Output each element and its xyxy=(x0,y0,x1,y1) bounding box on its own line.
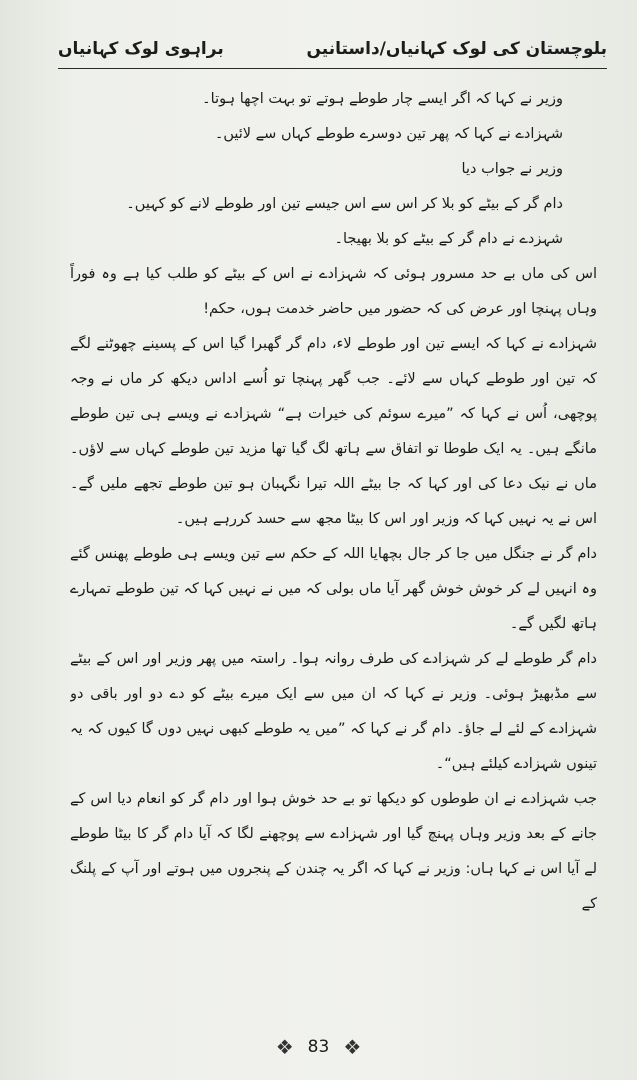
page-body xyxy=(70,82,597,962)
paragraph: وزیر نے جواب دیا xyxy=(461,161,563,177)
paragraph: دام گر کے بیٹے کو بلا کر اس سے اس جیسے تین اور طوطے لانے کو کہیں۔ xyxy=(126,196,563,212)
ornament-right-icon: ❖ xyxy=(343,1035,362,1059)
ornament-left-icon: ❖ xyxy=(275,1035,294,1059)
paragraph: شہزدے نے دام گر کے بیٹے کو بلا بھیجا۔ xyxy=(334,231,563,247)
series-title: براہوی لوک کہانیاں xyxy=(58,39,224,59)
paragraph: وزیر نے کہا کہ اگر ایسے چار طوطے ہوتے تو بہت اچھا ہوتا۔ xyxy=(202,91,563,107)
page-footer xyxy=(0,1032,637,1062)
page-number: 83 xyxy=(307,1037,330,1057)
paragraph: شہزادے نے کہا کہ پھر تین دوسرے طوطے کہاں سے لائیں۔ xyxy=(214,126,563,142)
paragraph: دام گر نے جنگل میں جا کر جال بچھایا اللہ کے حکم سے تین ویسے ہی طوطے پھنس گئے وہ انہیں لے کر خوش خوش گھر آیا ماں بولی کہ میں نے نہیں کہا کہ تین طوطے تمہارے ہاتھ لگیں گے۔ xyxy=(70,546,597,632)
running-header xyxy=(58,32,607,69)
paragraph: اس کی ماں بے حد مسرور ہوئی کہ شہزادے نے اس کے بیٹے کو طلب کیا ہے وہ فوراً وہاں پہنچا اور عرض کی کہ حضور میں حاضر خدمت ہوں، حکم! xyxy=(70,266,597,317)
paragraph: دام گر طوطے لے کر شہزادے کی طرف روانہ ہوا۔ راستہ میں پھر وزیر اور اس کے بیٹے سے مڈبھیڑ ہوئی۔ وزیر نے کہا کہ ان میں سے ایک میرے بیٹے کو دے دو اور باقی دو شہزادے کے لئے لے جاؤ۔ دام گر نے کہا کہ ”میں یہ طوطے کبھی نہیں دوں گا کیوں کہ یہ تینوں شہزادے کیلئے ہیں“۔ xyxy=(70,651,597,772)
paragraph: جب شہزادے نے ان طوطوں کو دیکھا تو بے حد خوش ہوا اور دام گر کو انعام دیا اس کے جانے کے بعد وزیر وہاں پہنچ گیا اور شہزادے سے پوچھنے لگا کہ آیا دام گر کا بیٹا طوطے لے آیا اس نے کہا ہاں: وزیر نے کہا کہ اگر یہ چندن کے پنجروں میں ہوتے اور آپ کے پلنگ کے xyxy=(70,791,597,912)
book-title: بلوچستان کی لوک کہانیاں/داستانیں xyxy=(306,39,607,59)
paragraph: شہزادے نے کہا کہ ایسے تین اور طوطے لاء، دام گر گھبرا گیا اس کے پسینے چھوٹنے لگے کہ تین اور طوطے کہاں سے لائے۔ جب گھر پہنچا تو اُسے اداس دیکھ کر ماں نے وجہ پوچھی، اُس نے کہا کہ ”میرے سوئم کی خیرات ہے“ شہزادے نے ویسے ہی تین طوطے مانگے ہیں۔ یہ ایک طوطا تو اتفاق سے ہاتھ لگ گیا تھا مزید تین طوطے کہاں سے لاؤں۔ ماں نے نیک دعا کی اور کہا کہ جا بیٹے اللہ تیرا نگہبان ہو تین طوطے تجھے ملیں گے۔ اس نے یہ نہیں کہا کہ وزیر اور اس کا بیٹا مجھ سے حسد کررہے ہیں۔ xyxy=(70,336,597,527)
